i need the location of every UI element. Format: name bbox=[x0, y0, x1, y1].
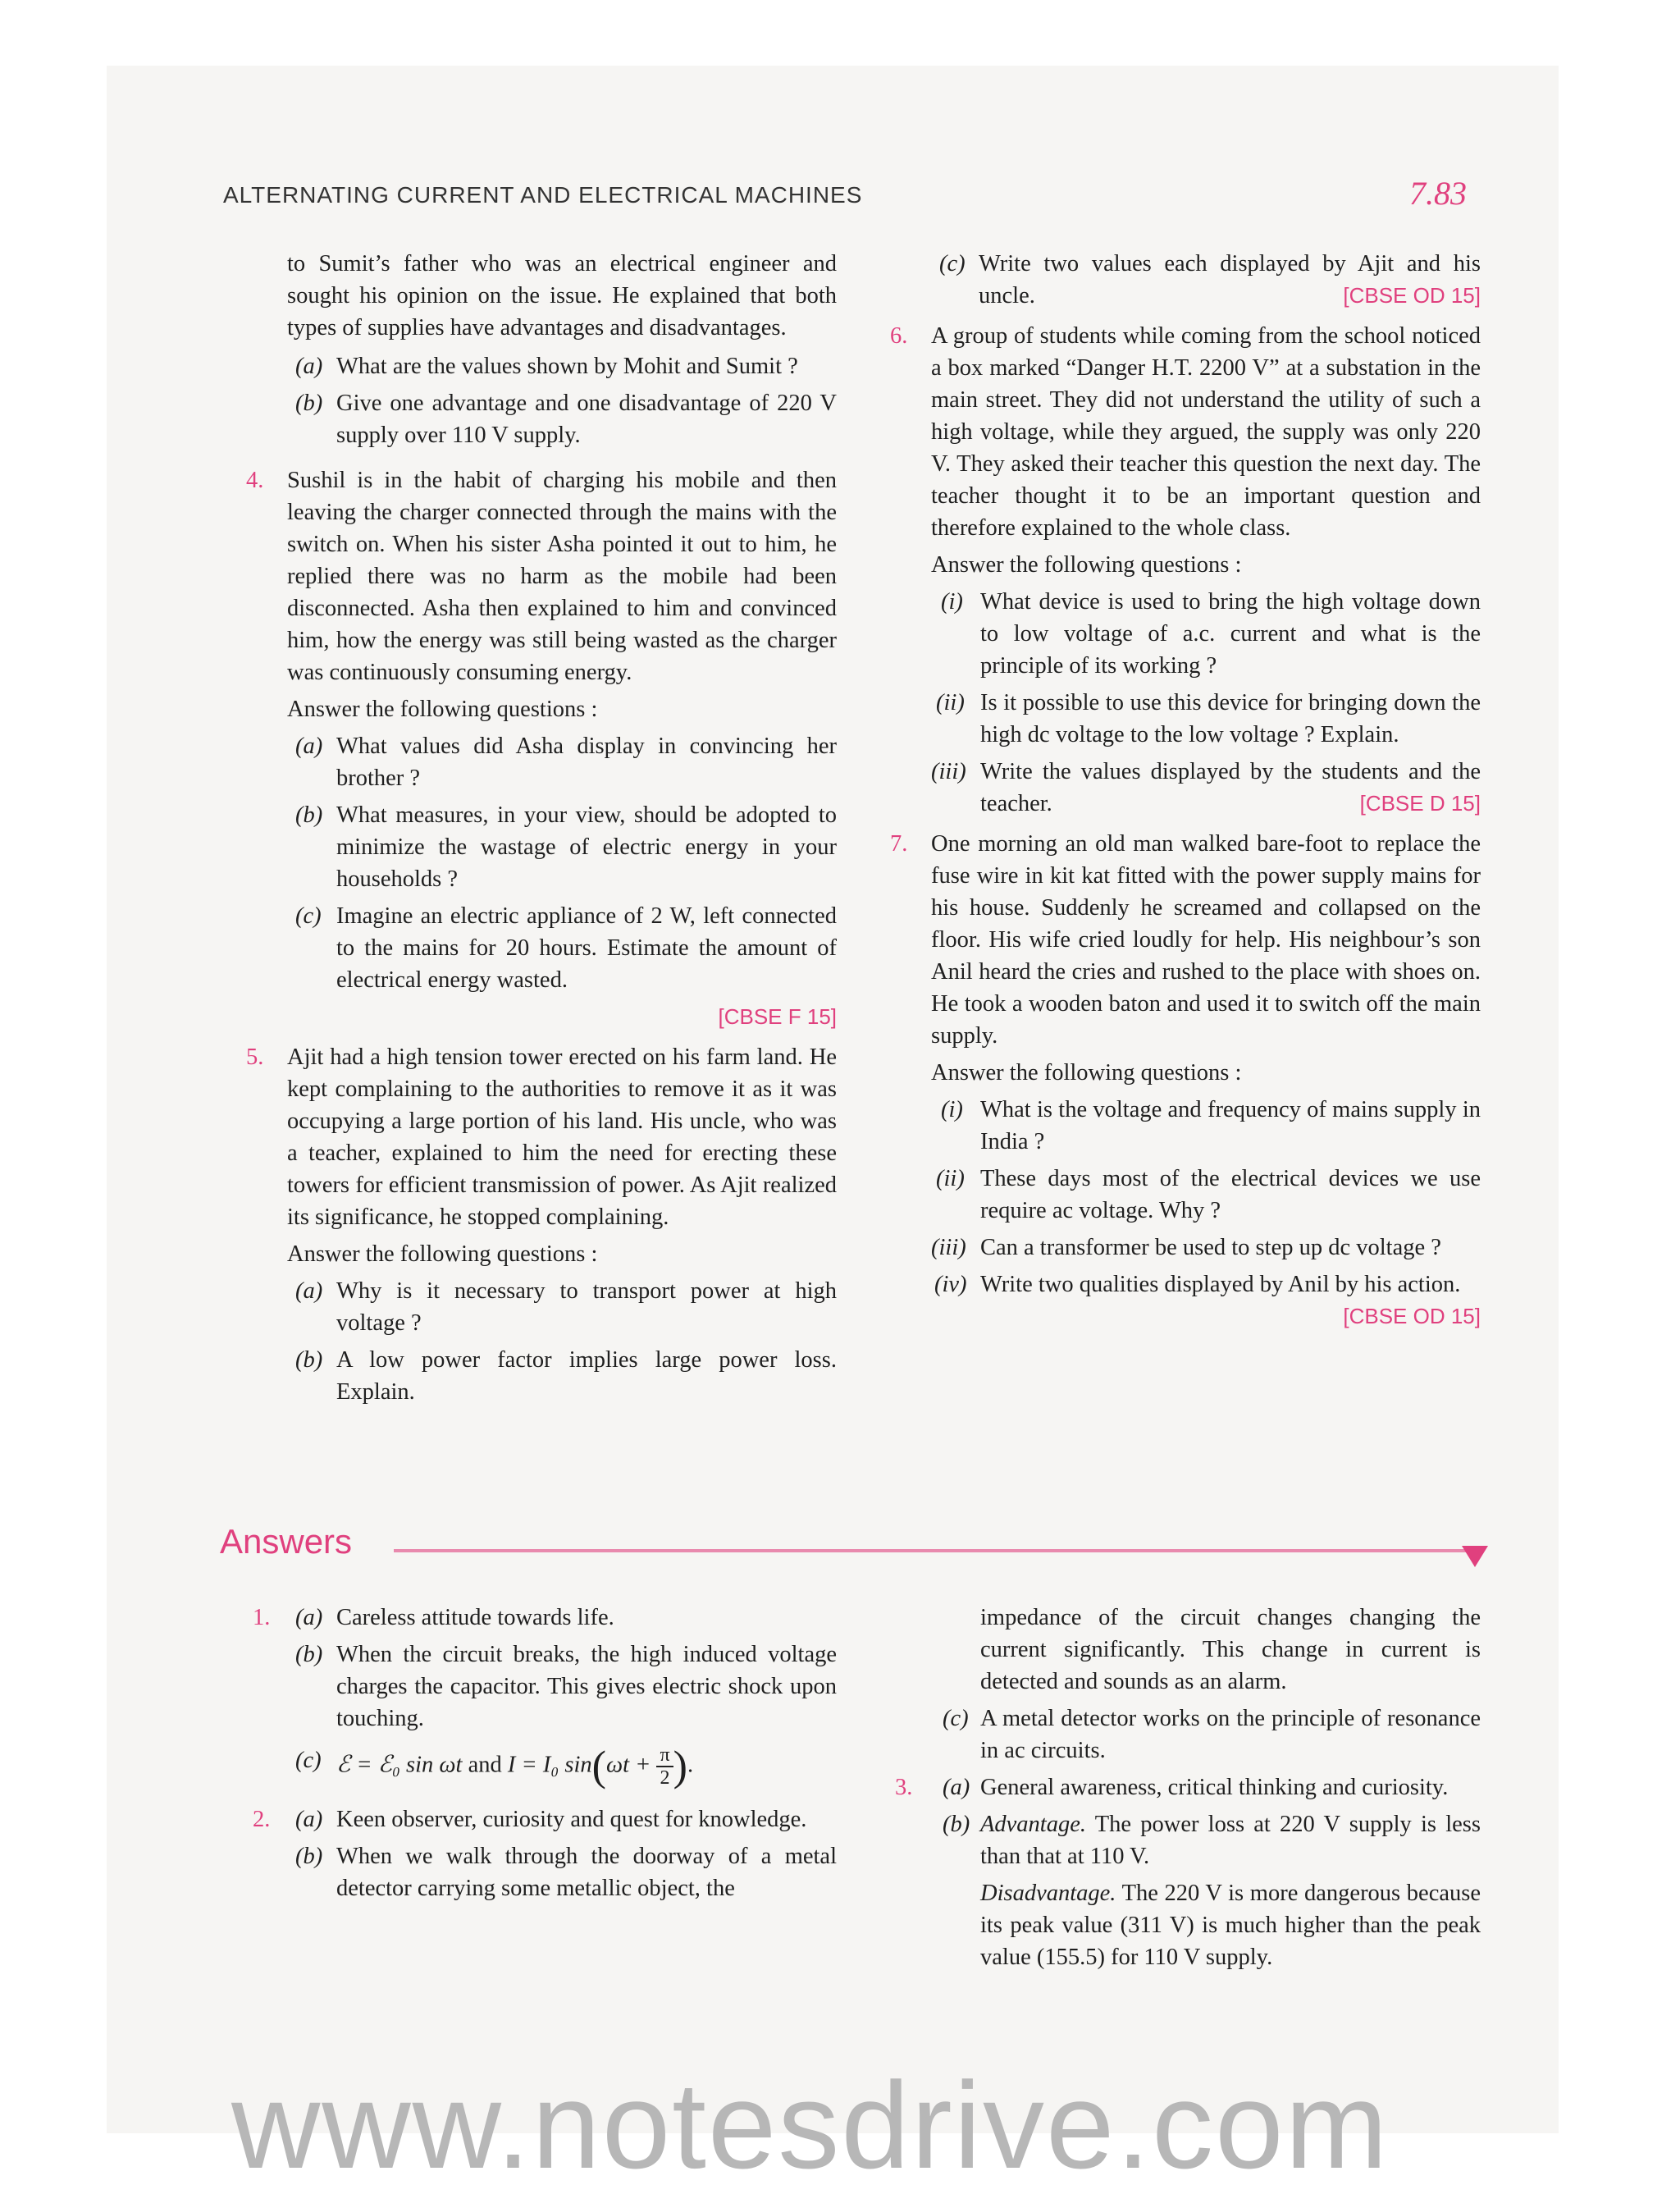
left-column bbox=[223, 248, 837, 1413]
q5-part-c: (c) Write two values each displayed by Ajit and his uncle. [CBSE OD 15] bbox=[890, 248, 1481, 312]
q6-part-iii: (iii) Write the values displayed by the students and the teacher. [CBSE D 15] bbox=[890, 756, 1481, 820]
running-header: ALTERNATING CURRENT AND ELECTRICAL MACHINES bbox=[223, 182, 863, 208]
q5-part-b: (b) A low power factor implies large power loss. Explain. bbox=[295, 1347, 837, 1405]
answer-3-b-disadvantage: Disadvantage. The 220 V is more dangerous because its peak value (311 V) is much higher than the peak value (155.5) for 110 V supply. bbox=[980, 1881, 1481, 1970]
question-6: 6. A group of students while coming from the school noticed a box marked “Danger H.T. 2200 V” at a substation in the main street. They did not understand the utility of such a high voltage, while they argued, the supply was only 220 V. They asked their teacher this question the next day. The teacher thought it to be an important question and therefore explained to the whole class. bbox=[890, 323, 1481, 541]
answer-2-b-continuation: impedance of the circuit changes changing the current significantly. This change in current is detected and sounds as an alarm. bbox=[980, 1605, 1481, 1694]
current-equation: I = I₀ sin bbox=[507, 1752, 592, 1778]
answers-divider bbox=[394, 1549, 1475, 1552]
q7-part-ii: (ii) These days most of the electrical devices we use require ac voltage. Why ? bbox=[936, 1166, 1481, 1223]
question-7: 7. One morning an old man walked bare-foot to replace the fuse wire in kit kat fitted with the power supply mains for his house. Suddenly he screamed and collapsed on the floor. His wife cried loudly for help. His neighbour’s son Anil heard the cries and rushed to the place with shoes on. He took a wooden baton and used it to switch off the main supply. bbox=[890, 831, 1481, 1049]
q3-part-a: (a) What are the values shown by Mohit and Sumit ? bbox=[295, 354, 798, 379]
answer-1-b: (b) When the circuit breaks, the high induced voltage charges the capacitor. This gives electric shock upon touching. bbox=[295, 1642, 837, 1731]
q5-lead: Answer the following questions : bbox=[287, 1241, 598, 1267]
answers-right-column bbox=[890, 1602, 1481, 1978]
q6-part-ii: (ii) Is it possible to use this device for bringing down the high dc voltage to the low voltage ? Explain. bbox=[936, 690, 1481, 747]
question-4: 4. Sushil is in the habit of charging his mobile and then leaving the charger connected through the mains with the switch on. When his sister Asha pointed it out to him, he replied there was no harm as the mobile had been disconnected. Asha then explained to him and convinced him, how the energy was still being wasted as the charger was continuously consuming energy. bbox=[246, 468, 837, 685]
q5-citation: [CBSE OD 15] bbox=[1343, 283, 1481, 308]
answer-1-a: 1. (a) Careless attitude towards life. bbox=[253, 1605, 614, 1630]
q6-lead: Answer the following questions : bbox=[931, 552, 1242, 578]
q7-citation: [CBSE OD 15] bbox=[1343, 1304, 1481, 1328]
q6-part-i: (i) What device is used to bring the high voltage down to low voltage of a.c. current and what is the principle of its working ? bbox=[941, 589, 1481, 679]
watermark: www.notesdrive.com bbox=[231, 2056, 1390, 2194]
answer-3-b: (b) Advantage. The power loss at 220 V supply is less than that at 110 V. bbox=[943, 1812, 1481, 1869]
q5-part-a: (a) Why is it necessary to transport power at high voltage ? bbox=[295, 1278, 837, 1336]
emf-equation: ℰ = ℰ₀ sin ωt bbox=[336, 1752, 463, 1778]
answer-2-b: (b) When we walk through the doorway of a metal detector carrying some metallic object, the bbox=[295, 1844, 837, 1901]
q3-part-b: (b) Give one advantage and one disadvantage of 220 V supply over 110 V supply. bbox=[295, 391, 837, 448]
pi-over-two-fraction: $\frac{\pi}{2}$ bbox=[656, 1744, 673, 1789]
right-column bbox=[890, 248, 1481, 1332]
answer-2-a: 2. (a) Keen observer, curiosity and quest for knowledge. bbox=[253, 1807, 807, 1832]
page-number: 7.83 bbox=[1409, 175, 1467, 212]
q3-continuation: to Sumit’s father who was an electrical engineer and sought his opinion on the issue. He explained that both types of supplies have advantages and disadvantages. bbox=[287, 251, 837, 341]
answers-heading: Answers bbox=[220, 1522, 353, 1561]
answer-1-c: (c) ℰ = ℰ₀ sin ωt and I = I₀ sin(ωt + $\frac{\pi}{2}$ ). bbox=[295, 1743, 694, 1790]
q4-citation: [CBSE F 15] bbox=[718, 1004, 837, 1029]
q7-part-iii: (iii) Can a transformer be used to step up dc voltage ? bbox=[931, 1235, 1441, 1260]
question-5: 5. Ajit had a high tension tower erected on his farm land. He kept complaining to the authorities to remove it as it was occupying a large portion of his land. His uncle, who was a teacher, explained to him the need for erecting these towers for efficient transmission of power. As Ajit realized its significance, he stopped complaining. bbox=[246, 1044, 837, 1230]
q4-part-c: (c) Imagine an electric appliance of 2 W, left connected to the mains for 20 hours. Estimate the amount of electrical energy wasted. bbox=[295, 903, 837, 993]
q7-part-i: (i) What is the voltage and frequency of mains supply in India ? bbox=[941, 1097, 1481, 1154]
triangle-marker-icon bbox=[1462, 1546, 1488, 1567]
q6-citation: [CBSE D 15] bbox=[1359, 791, 1481, 816]
answers-left-column bbox=[223, 1602, 837, 1909]
answer-3-a: 3. (a) General awareness, critical thinking and curiosity. bbox=[895, 1775, 1449, 1800]
answer-2-c: (c) A metal detector works on the principle of resonance in ac circuits. bbox=[943, 1706, 1481, 1763]
q4-lead: Answer the following questions : bbox=[287, 697, 598, 722]
q4-part-b: (b) What measures, in your view, should be adopted to minimize the wastage of electric energy in your households ? bbox=[295, 802, 837, 892]
q4-part-a: (a) What values did Asha display in convincing her brother ? bbox=[295, 734, 837, 791]
q7-lead: Answer the following questions : bbox=[931, 1060, 1242, 1086]
q7-part-iv: (iv) Write two qualities displayed by Anil by his action. [CBSE OD 15] bbox=[890, 1268, 1481, 1300]
